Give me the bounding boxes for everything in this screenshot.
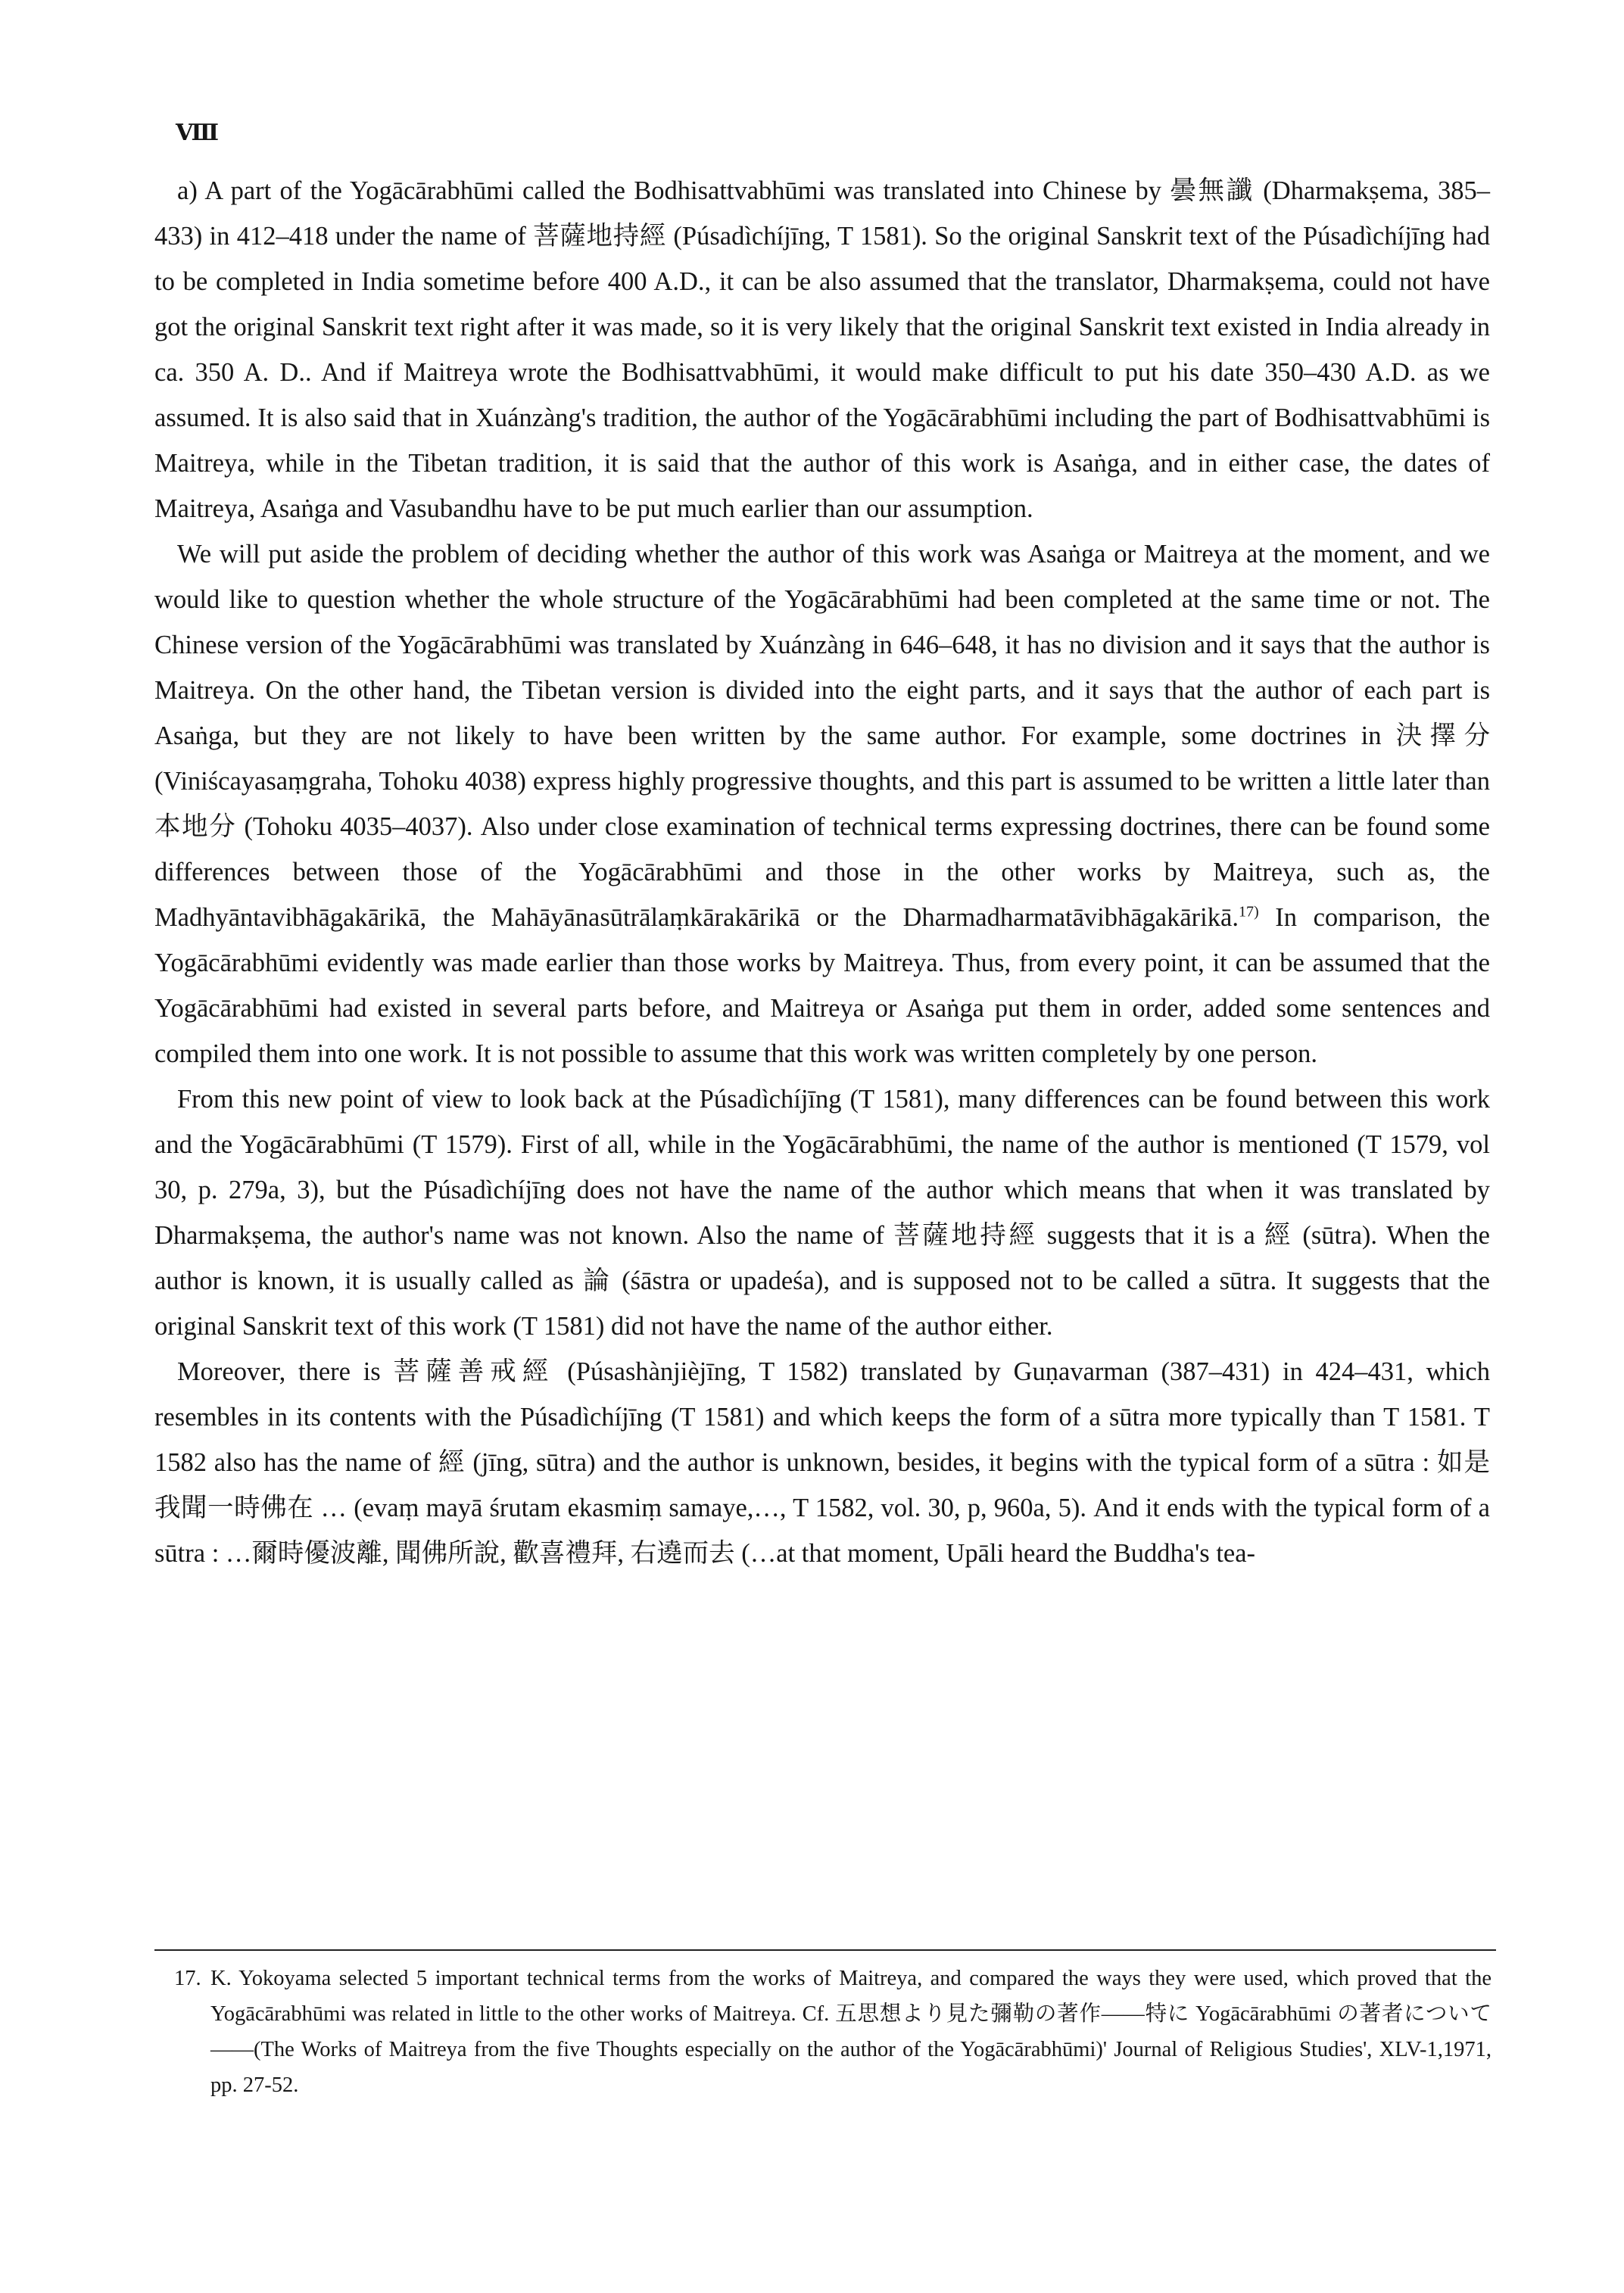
footnote-divider	[154, 1949, 1496, 1951]
footnote-number: 17.	[174, 1967, 201, 1990]
main-text	[154, 168, 1490, 1576]
paragraph-1: a) A part of the Yogācārabhūmi called the Bodhisattvabhūmi was translated into Chinese by 曇無讖 (Dharmakṣema, 385–433) in 412–418 under the name of 菩薩地持經 (Púsadìchíjīng, T 1581). So the original Sanskrit text of the Púsadìchíjīng had to be completed in India sometime before 400 A.D., it can be also assumed that the translator, Dharmakṣema, could not have got the original Sanskrit text right after it was made, so it is very likely that the original Sanskrit text existed in India already in ca. 350 A. D.. And if Maitreya wrote the Bodhisattvabhūmi, it would make difficult to put his date 350–430 A.D. as we assumed. It is also said that in Xuánzàng's tradition, the author of the Yogācārabhūmi including the part of Bodhisattvabhūmi is Maitreya, while in the Tibetan tradition, it is said that the author of this work is Asaṅga, and in either case, the dates of Maitreya, Asaṅga and Vasubandhu have to be put much earlier than our assumption.	[154, 176, 1490, 523]
footnote-marker-17[interactable]: 17)	[1238, 903, 1259, 921]
paragraph-2-text: We will put aside the problem of deciding whether the author of this work was Asaṅga or Maitreya at the moment, and we would like to question whether the whole structure of the Yogācārabhūmi had been completed at the same time or not. The Chinese version of the Yogācārabhūmi was translated by Xuánzàng in 646–648, it has no division and it says that the author is Maitreya. On the other hand, the Tibetan version is divided into the eight parts, and it says that the author of each part is Asaṅga, but they are not likely to have been written by the same author. For example, some doctrines in 決擇分 (Viniścayasaṃgraha, Tohoku 4038) express highly progressive thoughts, and this part is assumed to be written a little later than 本地分 (Tohoku 4035–4037). Also under close examination of technical terms expressing doctrines, there can be found some differences between those of the Yogācārabhūmi and those in the other works by Maitreya, such as, the Madhyāntavibhāgakārikā, the Mahāyānasūtrālaṃkārakārikā or the Dharmadharmatāvibhāgakārikā.	[154, 540, 1490, 932]
paragraph-2	[154, 531, 1490, 1076]
page-number: Ⅷ	[176, 120, 220, 145]
paragraph-3: From this new point of view to look back at the Púsadìchíjīng (T 1581), many differences can be found between this work and the Yogācārabhūmi (T 1579). First of all, while in the Yogācārabhūmi, the name of the author is mentioned (T 1579, vol 30, p. 279a, 3), but the Púsadìchíjīng does not have the name of the author which means that when it was translated by Dharmakṣema, the author's name was not known. Also the name of 菩薩地持經 suggests that it is a 經 (sūtra). When the author is known, it is usually called as 論 (śāstra or upadeśa), and is supposed not to be called a sūtra. It suggests that the original Sanskrit text of this work (T 1581) did not have the name of the author either.	[154, 1085, 1490, 1341]
footnote-text: K. Yokoyama selected 5 important technical terms from the works of Maitreya, and compared the ways they were used, which proved that the Yogācārabhūmi was related in little to the other works of Maitreya. Cf. 五思想より見た彌勒の著作――特に Yogācārabhūmi の著者について――(The Works of Maitreya from the five Thoughts especially on the author of the Yogācārabhūmi)' Journal of Religious Studies', XLV-1,1971, pp. 27-52.	[210, 1967, 1492, 2097]
paragraph-2-continuation: In comparison, the Yogācārabhūmi evidently was made earlier than those works by Maitreya. Thus, from every point, it can be assumed that the Yogācārabhūmi had existed in several parts before, and Maitreya or Asaṅga put them in order, added some sentences and compiled them into one work. It is not possible to assume that this work was written completely by one person.	[154, 903, 1490, 1068]
footnotes	[174, 1961, 1492, 2103]
footnote-17	[174, 1961, 1492, 2103]
paragraph-4: Moreover, there is 菩薩善戒經 (Púsashànjièjīng, T 1582) translated by Guṇavarman (387–431) in 424–431, which resembles in its contents with the Púsadìchíjīng (T 1581) and which keeps the form of a sūtra more typically than T 1581. T 1582 also has the name of 經 (jīng, sūtra) and the author is unknown, besides, it begins with the typical form of a sūtra : 如是我聞一時佛在 … (evaṃ mayā śrutam ekasmiṃ samaye,…, T 1582, vol. 30, p, 960a, 5). And it ends with the typical form of a sūtra : …爾時優波離, 聞佛所說, 歡喜禮拜, 右遶而去 (…at that moment, Upāli heard the Buddha's tea-	[154, 1357, 1490, 1568]
